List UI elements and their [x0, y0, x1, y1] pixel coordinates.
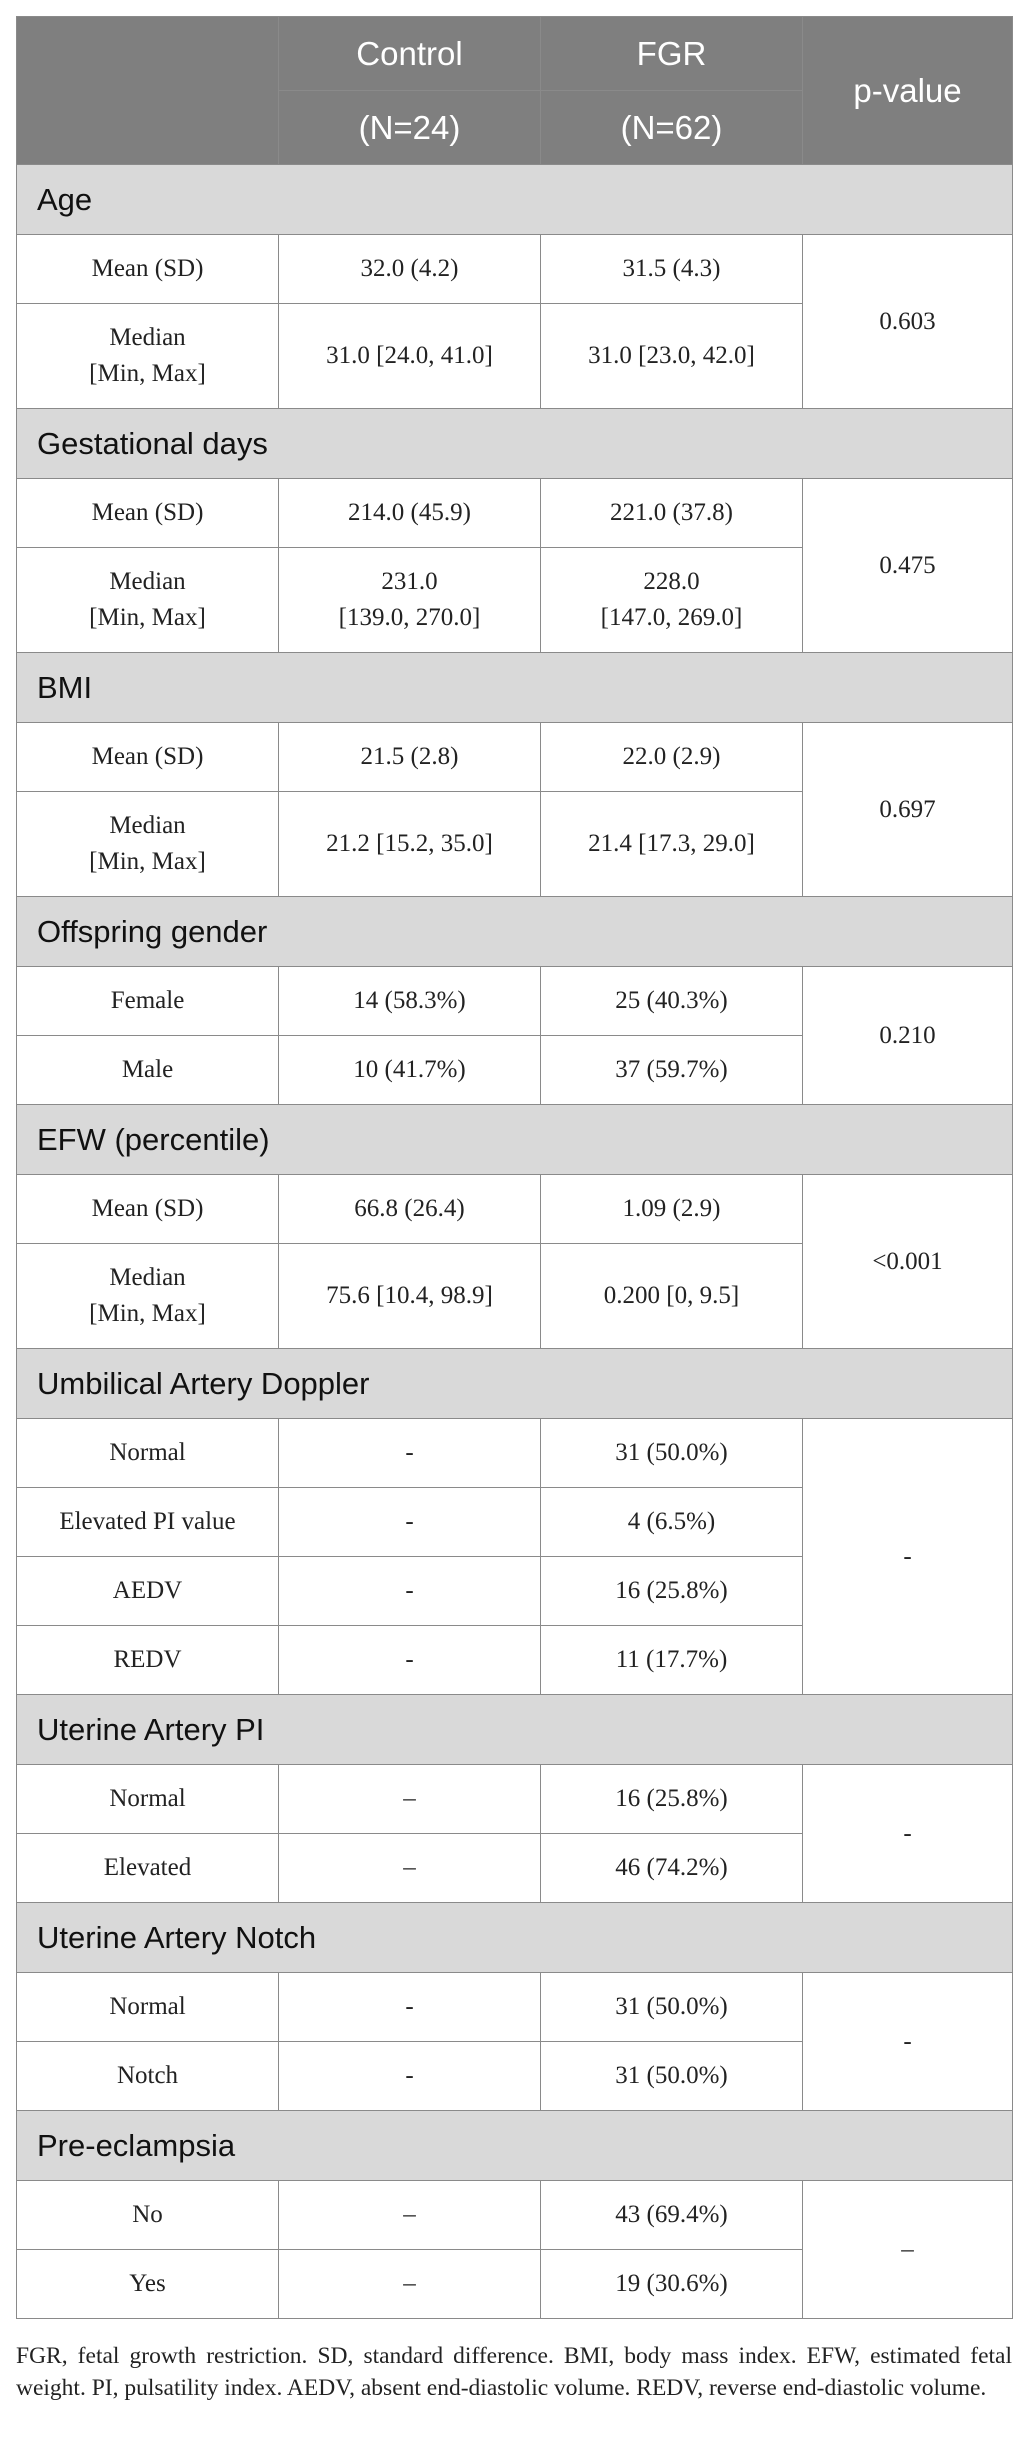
fgr-value-cell: 31 (50.0%): [541, 1973, 803, 2042]
section-title: Umbilical Artery Doppler: [17, 1349, 1013, 1419]
fgr-value-cell: 31.5 (4.3): [541, 235, 803, 304]
fgr-value-cell: 25 (40.3%): [541, 967, 803, 1036]
control-value-cell: 32.0 (4.2): [279, 235, 541, 304]
section-title: Pre-eclampsia: [17, 2111, 1013, 2181]
section-row: [17, 653, 1013, 723]
header-control: Control: [279, 17, 541, 91]
control-value-cell: –: [279, 1834, 541, 1903]
p-value-cell: -: [803, 1973, 1013, 2111]
fgr-value-cell: 37 (59.7%): [541, 1036, 803, 1105]
section-title: Uterine Artery Notch: [17, 1903, 1013, 1973]
row-label-cell: Normal: [17, 1419, 279, 1488]
row-label-cell: Median [Min, Max]: [17, 548, 279, 653]
section-row: [17, 1903, 1013, 1973]
fgr-value-cell: 43 (69.4%): [541, 2181, 803, 2250]
section-row: [17, 897, 1013, 967]
header-corner-cell: [17, 17, 279, 165]
section-row: [17, 1349, 1013, 1419]
control-value-cell: –: [279, 1765, 541, 1834]
data-table: [16, 16, 1013, 2319]
table-footnote: FGR, fetal growth restriction. SD, standard difference. BMI, body mass index. EFW, estimated fetal weight. PI, pulsatility index. AEDV, absent end-diastolic volume. REDV, reverse end-diastolic volume.: [16, 2343, 1012, 2401]
fgr-value-cell: 16 (25.8%): [541, 1765, 803, 1834]
row-label-cell: Median [Min, Max]: [17, 304, 279, 409]
section-title: EFW (percentile): [17, 1105, 1013, 1175]
row-label-cell: No: [17, 2181, 279, 2250]
row-label-cell: REDV: [17, 1626, 279, 1695]
table-header: [17, 17, 1013, 165]
control-value-cell: -: [279, 1626, 541, 1695]
fgr-value-cell: 31 (50.0%): [541, 1419, 803, 1488]
p-value-cell: -: [803, 1419, 1013, 1695]
table-row: [17, 967, 1013, 1036]
fgr-value-cell: 19 (30.6%): [541, 2250, 803, 2319]
fgr-value-cell: 4 (6.5%): [541, 1488, 803, 1557]
section-row: [17, 1105, 1013, 1175]
fgr-value-cell: 21.4 [17.3, 29.0]: [541, 792, 803, 897]
section-row: [17, 2111, 1013, 2181]
fgr-value-cell: 0.200 [0, 9.5]: [541, 1244, 803, 1349]
p-value-cell: 0.603: [803, 235, 1013, 409]
fgr-value-cell: 16 (25.8%): [541, 1557, 803, 1626]
section-title: Uterine Artery PI: [17, 1695, 1013, 1765]
row-label-cell: Mean (SD): [17, 1175, 279, 1244]
row-label-cell: AEDV: [17, 1557, 279, 1626]
p-value-cell: 0.210: [803, 967, 1013, 1105]
row-label-cell: Median [Min, Max]: [17, 1244, 279, 1349]
row-label-cell: Elevated PI value: [17, 1488, 279, 1557]
table-row: [17, 1419, 1013, 1488]
row-label-cell: Elevated: [17, 1834, 279, 1903]
control-value-cell: 21.5 (2.8): [279, 723, 541, 792]
fgr-value-cell: 221.0 (37.8): [541, 479, 803, 548]
row-label-cell: Mean (SD): [17, 479, 279, 548]
table-body: [17, 165, 1013, 2319]
control-value-cell: 21.2 [15.2, 35.0]: [279, 792, 541, 897]
row-label-cell: Notch: [17, 2042, 279, 2111]
section-title: Gestational days: [17, 409, 1013, 479]
p-value-cell: -: [803, 1765, 1013, 1903]
row-label-cell: Median [Min, Max]: [17, 792, 279, 897]
table-container: [16, 16, 1012, 2319]
table-row: [17, 1175, 1013, 1244]
row-label-cell: Yes: [17, 2250, 279, 2319]
section-row: [17, 165, 1013, 235]
control-value-cell: –: [279, 2181, 541, 2250]
control-value-cell: 231.0 [139.0, 270.0]: [279, 548, 541, 653]
p-value-cell: 0.475: [803, 479, 1013, 653]
fgr-value-cell: 31 (50.0%): [541, 2042, 803, 2111]
row-label-cell: Normal: [17, 1765, 279, 1834]
section-title: BMI: [17, 653, 1013, 723]
section-row: [17, 409, 1013, 479]
control-value-cell: -: [279, 1419, 541, 1488]
table-row: [17, 235, 1013, 304]
row-label-cell: Female: [17, 967, 279, 1036]
control-value-cell: 14 (58.3%): [279, 967, 541, 1036]
row-label-cell: Mean (SD): [17, 235, 279, 304]
p-value-cell: 0.697: [803, 723, 1013, 897]
fgr-value-cell: 228.0 [147.0, 269.0]: [541, 548, 803, 653]
section-row: [17, 1695, 1013, 1765]
control-value-cell: –: [279, 2250, 541, 2319]
fgr-value-cell: 1.09 (2.9): [541, 1175, 803, 1244]
control-value-cell: 31.0 [24.0, 41.0]: [279, 304, 541, 409]
fgr-value-cell: 22.0 (2.9): [541, 723, 803, 792]
row-label-cell: Mean (SD): [17, 723, 279, 792]
header-n-control: (N=24): [279, 91, 541, 165]
control-value-cell: -: [279, 1973, 541, 2042]
section-title: Offspring gender: [17, 897, 1013, 967]
header-p-value: p-value: [803, 17, 1013, 165]
fgr-value-cell: 46 (74.2%): [541, 1834, 803, 1903]
control-value-cell: 66.8 (26.4): [279, 1175, 541, 1244]
control-value-cell: -: [279, 2042, 541, 2111]
row-label-cell: Normal: [17, 1973, 279, 2042]
table-row: [17, 2181, 1013, 2250]
header-fgr: FGR: [541, 17, 803, 91]
control-value-cell: 214.0 (45.9): [279, 479, 541, 548]
p-value-cell: –: [803, 2181, 1013, 2319]
p-value-cell: <0.001: [803, 1175, 1013, 1349]
control-value-cell: 10 (41.7%): [279, 1036, 541, 1105]
fgr-value-cell: 31.0 [23.0, 42.0]: [541, 304, 803, 409]
header-n-fgr: (N=62): [541, 91, 803, 165]
control-value-cell: -: [279, 1488, 541, 1557]
control-value-cell: -: [279, 1557, 541, 1626]
table-row: [17, 1973, 1013, 2042]
fgr-value-cell: 11 (17.7%): [541, 1626, 803, 1695]
table-row: [17, 723, 1013, 792]
row-label-cell: Male: [17, 1036, 279, 1105]
section-title: Age: [17, 165, 1013, 235]
control-value-cell: 75.6 [10.4, 98.9]: [279, 1244, 541, 1349]
table-row: [17, 479, 1013, 548]
table-row: [17, 1765, 1013, 1834]
